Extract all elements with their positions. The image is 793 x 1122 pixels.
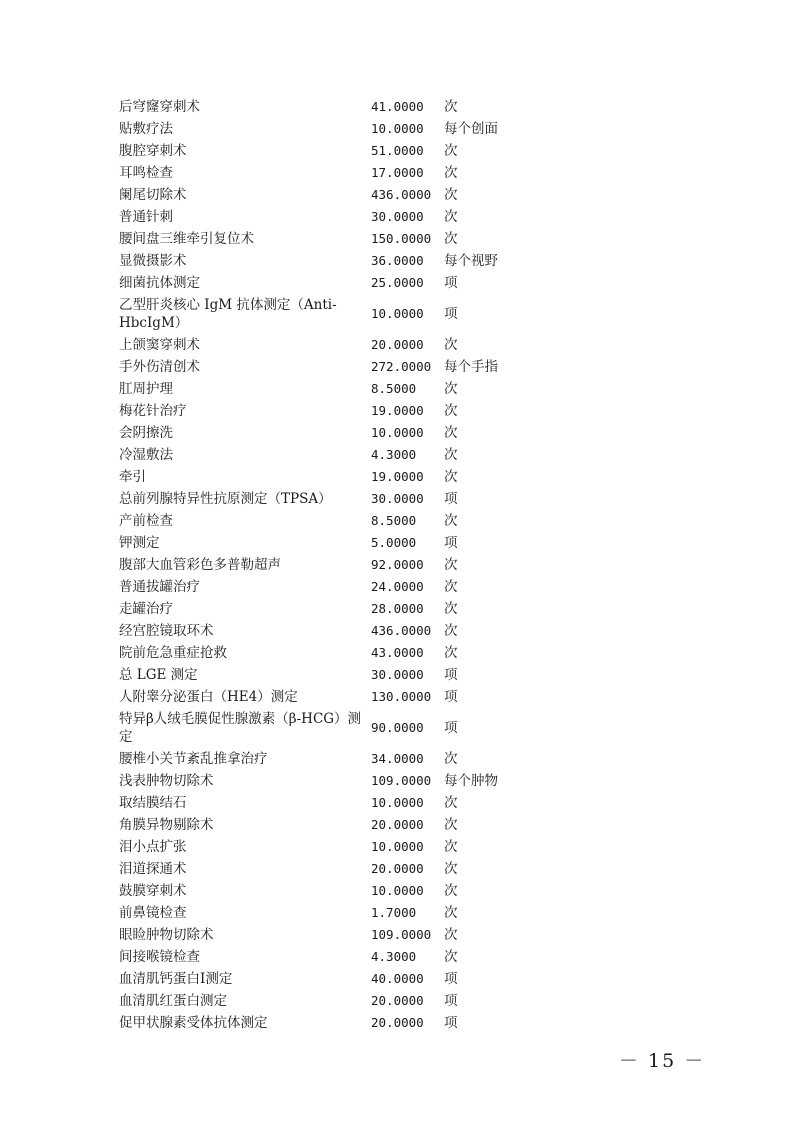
item-name: 泪道探通术 <box>119 861 187 877</box>
item-name: 乙型肝炎核心 IgM 抗体测定（Anti-HbcIgM） <box>119 297 337 331</box>
item-unit: 项 <box>444 720 458 736</box>
item-unit: 项 <box>444 306 458 322</box>
item-price: 10.0000 <box>371 306 424 321</box>
item-unit: 次 <box>444 949 458 965</box>
item-price: 10.0000 <box>371 425 424 440</box>
table-row <box>119 140 539 162</box>
item-unit: 次 <box>444 99 458 115</box>
item-unit: 次 <box>444 645 458 661</box>
item-name: 细菌抗体测定 <box>119 275 200 291</box>
item-name: 特异β人绒毛膜促性腺激素（β-HCG）测定 <box>119 711 362 745</box>
item-unit: 项 <box>444 275 458 291</box>
item-name: 取结膜结石 <box>119 795 187 811</box>
table-row <box>119 1012 539 1034</box>
item-name: 血清肌红蛋白测定 <box>119 993 227 1009</box>
item-name: 眼睑肿物切除术 <box>119 927 214 943</box>
item-name: 腰椎小关节紊乱推拿治疗 <box>119 751 268 767</box>
item-name: 肛周护理 <box>119 381 173 397</box>
item-unit: 项 <box>444 1015 458 1031</box>
item-name: 前鼻镜检查 <box>119 905 187 921</box>
table-row <box>119 400 539 422</box>
item-name: 泪小点扩张 <box>119 839 187 855</box>
table-row <box>119 686 539 708</box>
item-name: 总 LGE 测定 <box>119 667 198 683</box>
table-row <box>119 576 539 598</box>
item-unit: 次 <box>444 469 458 485</box>
table-row <box>119 334 539 356</box>
item-price: 8.5000 <box>371 381 417 396</box>
item-price: 43.0000 <box>371 645 424 660</box>
item-name: 角膜异物剔除术 <box>119 817 214 833</box>
item-unit: 次 <box>444 513 458 529</box>
table-row <box>119 162 539 184</box>
item-price: 1.7000 <box>371 905 417 920</box>
table-row <box>119 708 539 748</box>
item-unit: 每个创面 <box>444 121 498 137</box>
item-price: 130.0000 <box>371 689 432 704</box>
item-unit: 项 <box>444 971 458 987</box>
item-price: 436.0000 <box>371 623 432 638</box>
table-row <box>119 968 539 990</box>
item-price: 41.0000 <box>371 99 424 114</box>
item-unit: 项 <box>444 667 458 683</box>
item-unit: 项 <box>444 535 458 551</box>
item-price: 19.0000 <box>371 403 424 418</box>
table-row <box>119 748 539 770</box>
table-row <box>119 598 539 620</box>
table-row <box>119 206 539 228</box>
item-unit: 次 <box>444 165 458 181</box>
item-unit: 次 <box>444 403 458 419</box>
item-unit: 次 <box>444 817 458 833</box>
item-price: 5.0000 <box>371 535 417 550</box>
item-name: 总前列腺特异性抗原测定（TPSA） <box>119 491 332 507</box>
table-row <box>119 814 539 836</box>
item-price: 4.3000 <box>371 949 417 964</box>
item-name: 手外伤清创术 <box>119 359 200 375</box>
item-unit: 次 <box>444 579 458 595</box>
table-row <box>119 356 539 378</box>
item-name: 促甲状腺素受体抗体测定 <box>119 1015 268 1031</box>
item-unit: 次 <box>444 795 458 811</box>
table-row <box>119 228 539 250</box>
table-row <box>119 858 539 880</box>
item-unit: 次 <box>444 623 458 639</box>
item-name: 院前危急重症抢救 <box>119 645 227 661</box>
item-unit: 项 <box>444 491 458 507</box>
item-price: 36.0000 <box>371 253 424 268</box>
item-name: 耳鸣检查 <box>119 165 173 181</box>
item-price: 30.0000 <box>371 667 424 682</box>
item-unit: 次 <box>444 381 458 397</box>
item-price: 90.0000 <box>371 720 424 735</box>
table-row <box>119 924 539 946</box>
item-price: 19.0000 <box>371 469 424 484</box>
item-unit: 次 <box>444 231 458 247</box>
item-price: 34.0000 <box>371 751 424 766</box>
item-name: 会阴擦洗 <box>119 425 173 441</box>
item-price: 20.0000 <box>371 817 424 832</box>
item-price: 24.0000 <box>371 579 424 594</box>
item-name: 人附睾分泌蛋白（HE4）测定 <box>119 689 298 705</box>
table-row <box>119 184 539 206</box>
item-name: 浅表肿物切除术 <box>119 773 214 789</box>
item-unit: 次 <box>444 447 458 463</box>
table-row <box>119 642 539 664</box>
item-unit: 次 <box>444 143 458 159</box>
item-name: 冷湿敷法 <box>119 447 173 463</box>
item-price: 10.0000 <box>371 795 424 810</box>
item-unit: 次 <box>444 209 458 225</box>
item-name: 显微摄影术 <box>119 253 187 269</box>
table-row <box>119 466 539 488</box>
table-row <box>119 422 539 444</box>
item-price: 272.0000 <box>371 359 432 374</box>
item-name: 腹腔穿刺术 <box>119 143 187 159</box>
item-price: 10.0000 <box>371 883 424 898</box>
item-unit: 次 <box>444 601 458 617</box>
table-row <box>119 836 539 858</box>
item-name: 贴敷疗法 <box>119 121 173 137</box>
item-price: 20.0000 <box>371 337 424 352</box>
item-unit: 次 <box>444 883 458 899</box>
table-row <box>119 880 539 902</box>
fee-table-body <box>119 96 539 1034</box>
item-price: 51.0000 <box>371 143 424 158</box>
table-row <box>119 902 539 924</box>
item-name: 产前检查 <box>119 513 173 529</box>
item-name: 阑尾切除术 <box>119 187 187 203</box>
item-unit: 次 <box>444 557 458 573</box>
item-unit: 次 <box>444 927 458 943</box>
item-price: 109.0000 <box>371 773 432 788</box>
item-price: 4.3000 <box>371 447 417 462</box>
item-name: 经宫腔镜取环术 <box>119 623 214 639</box>
item-unit: 项 <box>444 993 458 1009</box>
item-unit: 次 <box>444 425 458 441</box>
item-name: 普通拔罐治疗 <box>119 579 200 595</box>
table-row <box>119 554 539 576</box>
item-unit: 次 <box>444 751 458 767</box>
item-name: 后穹窿穿刺术 <box>119 99 200 115</box>
item-price: 30.0000 <box>371 491 424 506</box>
item-unit: 每个视野 <box>444 253 498 269</box>
item-price: 20.0000 <box>371 861 424 876</box>
item-price: 92.0000 <box>371 557 424 572</box>
item-price: 20.0000 <box>371 993 424 1008</box>
table-row <box>119 792 539 814</box>
item-name: 梅花针治疗 <box>119 403 187 419</box>
item-price: 8.5000 <box>371 513 417 528</box>
item-price: 150.0000 <box>371 231 432 246</box>
item-unit: 次 <box>444 861 458 877</box>
table-row <box>119 990 539 1012</box>
table-row <box>119 378 539 400</box>
item-price: 40.0000 <box>371 971 424 986</box>
table-row <box>119 444 539 466</box>
item-name: 鼓膜穿刺术 <box>119 883 187 899</box>
table-row <box>119 620 539 642</box>
item-price: 28.0000 <box>371 601 424 616</box>
table-row <box>119 488 539 510</box>
item-unit: 次 <box>444 337 458 353</box>
table-row <box>119 272 539 294</box>
table-row <box>119 250 539 272</box>
table-row <box>119 770 539 792</box>
table-row <box>119 96 539 118</box>
item-name: 上颌窦穿刺术 <box>119 337 200 353</box>
item-name: 牵引 <box>119 469 146 485</box>
table-row <box>119 510 539 532</box>
table-row <box>119 118 539 140</box>
page-number: － 15 － <box>619 1050 706 1072</box>
item-unit: 每个手指 <box>444 359 498 375</box>
item-unit: 次 <box>444 839 458 855</box>
item-price: 30.0000 <box>371 209 424 224</box>
item-name: 腰间盘三维牵引复位术 <box>119 231 254 247</box>
item-price: 436.0000 <box>371 187 432 202</box>
item-name: 血清肌钙蛋白Ⅰ测定 <box>119 971 233 987</box>
item-price: 25.0000 <box>371 275 424 290</box>
item-price: 20.0000 <box>371 1015 424 1030</box>
item-name: 普通针刺 <box>119 209 173 225</box>
item-unit: 次 <box>444 905 458 921</box>
item-unit: 每个肿物 <box>444 773 498 789</box>
item-price: 109.0000 <box>371 927 432 942</box>
item-price: 10.0000 <box>371 839 424 854</box>
item-name: 走罐治疗 <box>119 601 173 617</box>
item-price: 10.0000 <box>371 121 424 136</box>
table-row <box>119 294 539 334</box>
item-unit: 项 <box>444 689 458 705</box>
item-unit: 次 <box>444 187 458 203</box>
table-row <box>119 946 539 968</box>
item-name: 钾测定 <box>119 535 160 551</box>
item-price: 17.0000 <box>371 165 424 180</box>
item-name: 腹部大血管彩色多普勒超声 <box>119 557 281 573</box>
table-row <box>119 664 539 686</box>
item-name: 间接喉镜检查 <box>119 949 200 965</box>
fee-table <box>119 96 539 1034</box>
table-row <box>119 532 539 554</box>
